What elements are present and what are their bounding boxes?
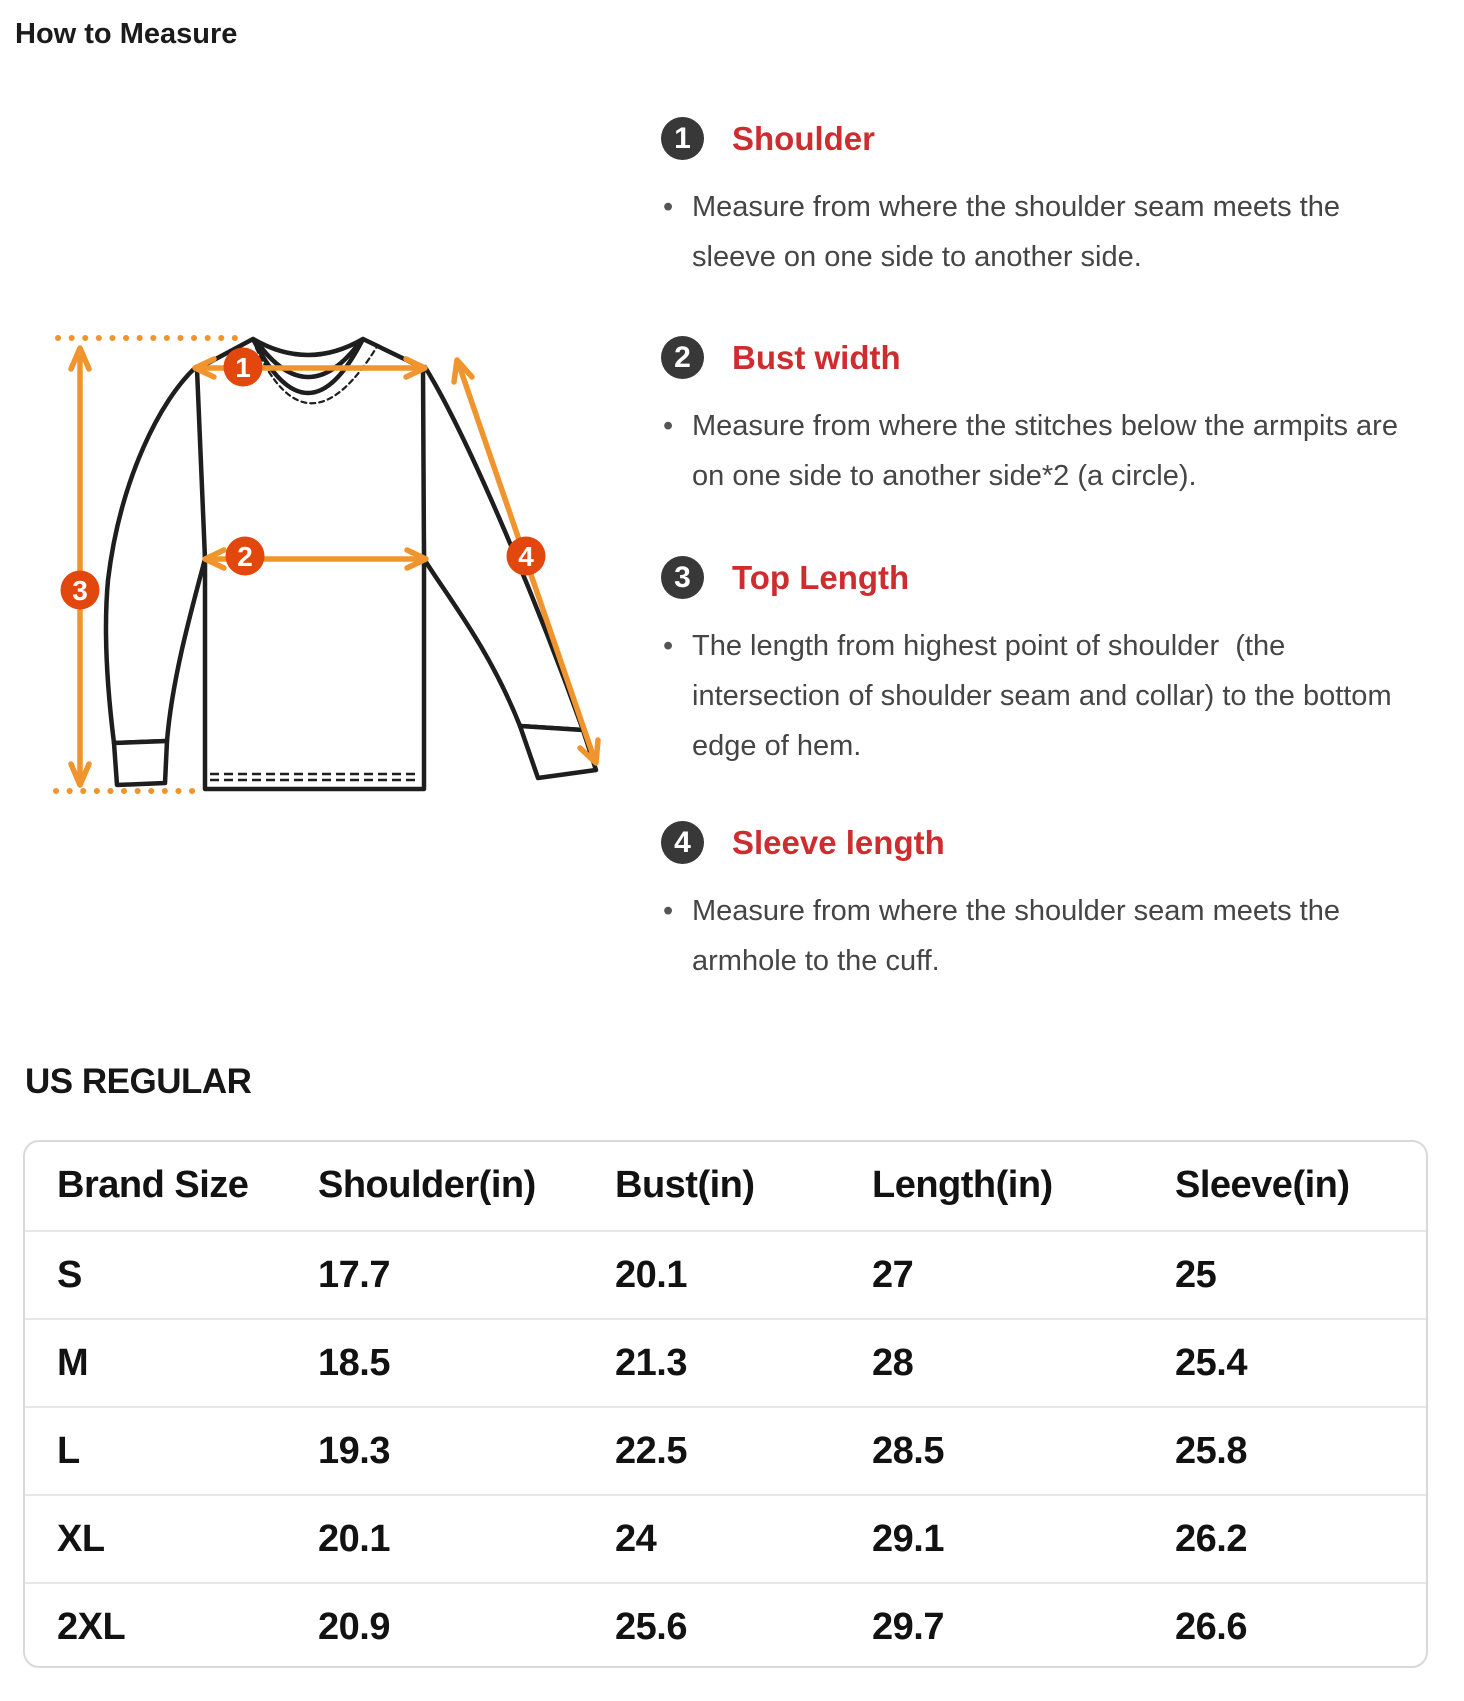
- instruction-text: intersection of shoulder seam and collar) to the bottom: [692, 680, 1392, 712]
- cell-bust: 24: [615, 1518, 657, 1560]
- cell-bust: 22.5: [615, 1430, 687, 1472]
- row-label: S: [57, 1254, 82, 1296]
- instruction-text: Measure from where the shoulder seam meets the: [692, 895, 1340, 927]
- left-sleeve: [106, 367, 205, 743]
- table-row-xl: [25, 1494, 1426, 1582]
- instruction-line: [663, 671, 1392, 721]
- cell-sleeve: 26.2: [1175, 1518, 1247, 1560]
- instruction-line: [663, 721, 1392, 771]
- measurement-arrow-3: [71, 348, 89, 785]
- instruction-text: Measure from where the shoulder seam meets the: [692, 191, 1340, 223]
- table-row-2xl: [25, 1582, 1426, 1668]
- instruction-head: [661, 117, 1381, 160]
- cell-shoulder: 17.7: [318, 1254, 390, 1296]
- cell-shoulder: 18.5: [318, 1342, 390, 1384]
- instruction-item-bust-width: [661, 336, 1398, 492]
- bullet-dot: •: [663, 895, 674, 927]
- instruction-line: [663, 621, 1392, 671]
- bullet-dot: •: [663, 191, 674, 223]
- cell-sleeve: 25: [1175, 1254, 1217, 1296]
- header-cell-brand-size: Brand Size: [57, 1164, 249, 1206]
- row-label: M: [57, 1342, 89, 1384]
- size-chart-table: [23, 1140, 1428, 1668]
- instruction-badge: 1: [661, 117, 704, 160]
- cell-length: 29.1: [872, 1518, 944, 1560]
- instruction-lines: [663, 886, 1340, 986]
- instruction-lines: [663, 401, 1398, 501]
- page-title: How to Measure: [15, 18, 238, 50]
- size-section-heading: US REGULAR: [25, 1062, 252, 1101]
- instruction-item-shoulder: [661, 117, 1381, 273]
- instruction-badge: 2: [661, 336, 704, 379]
- table-header-row: [25, 1142, 1426, 1230]
- header-cell-bust: Bust(in): [615, 1164, 755, 1206]
- shirt-measure-diagram: [20, 280, 620, 800]
- instruction-badge: 3: [661, 556, 704, 599]
- row-label: 2XL: [57, 1606, 126, 1648]
- instruction-text: on one side to another side*2 (a circle).: [692, 460, 1197, 492]
- instruction-text: edge of hem.: [692, 730, 862, 762]
- left-cuff: [114, 741, 167, 785]
- instruction-text: armhole to the cuff.: [692, 945, 940, 977]
- instruction-line: [663, 182, 1340, 232]
- cell-shoulder: 19.3: [318, 1430, 390, 1472]
- instruction-line: [663, 232, 1340, 282]
- bullet-dot: •: [663, 410, 674, 442]
- header-cell-sleeve: Sleeve(in): [1175, 1164, 1350, 1206]
- instruction-title: Top Length: [732, 559, 910, 596]
- cell-length: 27: [872, 1254, 914, 1296]
- collar-back-neck: [253, 339, 363, 355]
- cell-shoulder: 20.1: [318, 1518, 390, 1560]
- table-row-m: [25, 1318, 1426, 1406]
- table-row-l: [25, 1406, 1426, 1494]
- instruction-line: [663, 936, 1340, 986]
- cell-length: 29.7: [872, 1606, 944, 1648]
- cell-bust: 21.3: [615, 1342, 687, 1384]
- instruction-text: The length from highest point of shoulder (the: [692, 630, 1286, 662]
- instruction-item-sleeve-length: [661, 821, 1381, 977]
- instruction-title: Sleeve length: [732, 824, 945, 861]
- instruction-item-top-length: [661, 556, 1392, 762]
- header-cell-shoulder: Shoulder(in): [318, 1164, 536, 1206]
- cell-bust: 25.6: [615, 1606, 687, 1648]
- cell-bust: 20.1: [615, 1254, 687, 1296]
- instruction-head: [661, 556, 1381, 599]
- diagram-badge-2: 2: [237, 541, 253, 572]
- row-label: L: [57, 1430, 80, 1472]
- diagram-badge-3: 3: [72, 575, 88, 606]
- bullet-dot: •: [663, 630, 674, 662]
- instruction-line: [663, 451, 1398, 501]
- instruction-lines: [663, 621, 1392, 771]
- header-cell-length: Length(in): [872, 1164, 1053, 1206]
- right-sleeve: [422, 367, 583, 730]
- cell-shoulder: 20.9: [318, 1606, 390, 1648]
- diagram-badge-1: 1: [235, 352, 251, 383]
- instruction-title: Shoulder: [732, 120, 876, 157]
- row-label: XL: [57, 1518, 105, 1560]
- instruction-line: [663, 886, 1340, 936]
- cell-sleeve: 25.8: [1175, 1430, 1247, 1472]
- instruction-head: [661, 821, 1381, 864]
- instruction-text: Measure from where the stitches below the armpits are: [692, 410, 1398, 442]
- instruction-lines: [663, 182, 1340, 282]
- instruction-head: [661, 336, 1381, 379]
- instruction-text: sleeve on one side to another side.: [692, 241, 1142, 273]
- cell-length: 28.5: [872, 1430, 944, 1472]
- cell-sleeve: 25.4: [1175, 1342, 1247, 1384]
- table-row-s: [25, 1230, 1426, 1318]
- instruction-line: [663, 401, 1398, 451]
- instruction-title: Bust width: [732, 339, 901, 376]
- instruction-badge: 4: [661, 821, 704, 864]
- cell-length: 28: [872, 1342, 914, 1384]
- cell-sleeve: 26.6: [1175, 1606, 1247, 1648]
- diagram-badge-4: 4: [518, 541, 534, 572]
